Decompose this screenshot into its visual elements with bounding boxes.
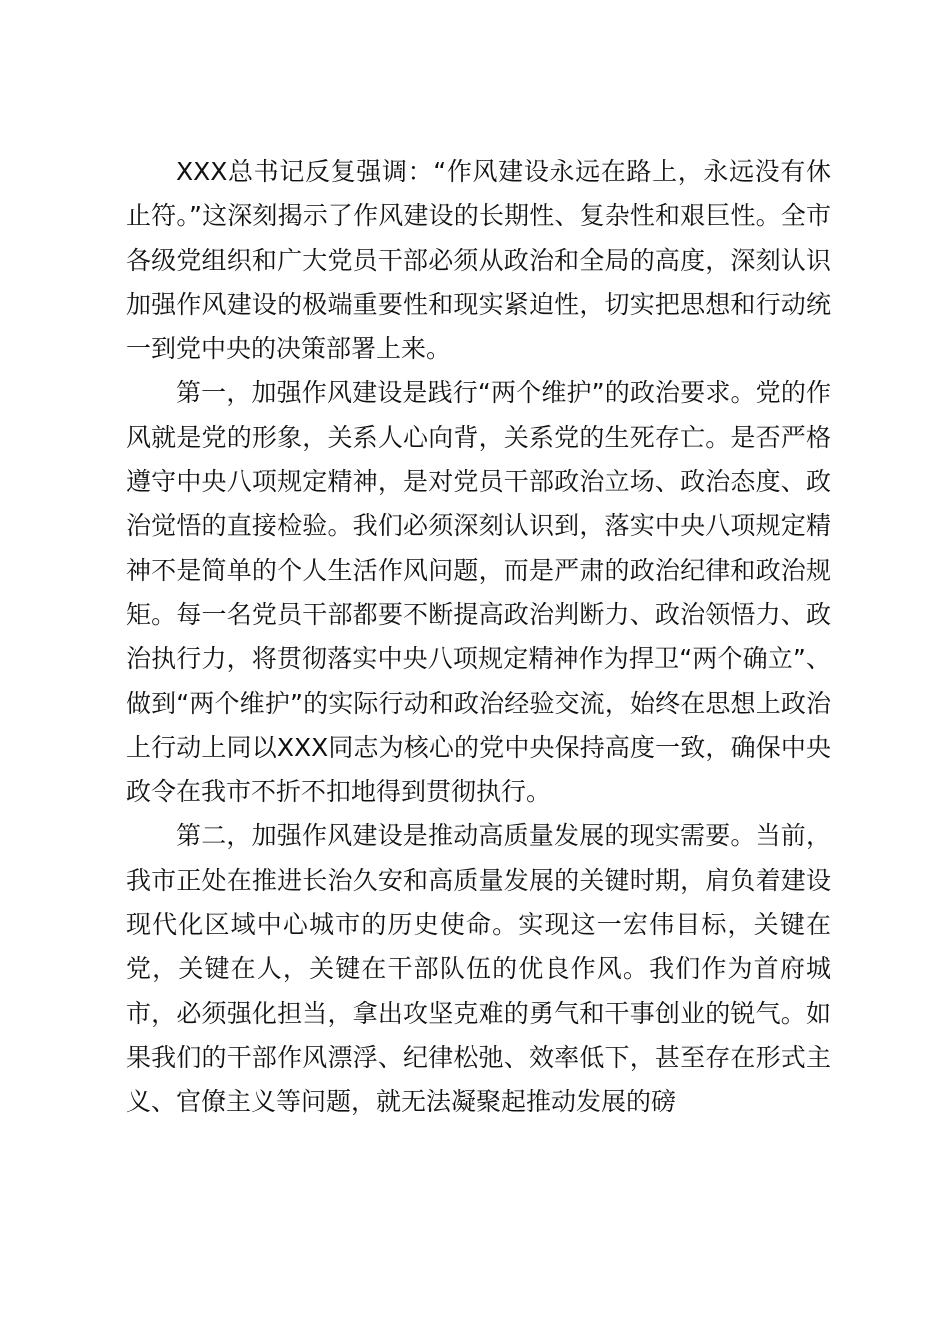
paragraph-intro: XXX总书记反复强调：“作风建设永远在路上，永远没有休止符。”这深刻揭示了作风建设的长期性、复杂性和艰巨性。全市各级党组织和广大党员干部必须从政治和全局的高度，深刻认识加强作风建设的极端重要性和现实紧迫性，切实把思想和行动统一到党中央的决策部署上来。 — [126, 157, 831, 364]
document-body — [126, 150, 831, 1125]
paragraph-second-point: 第二，加强作风建设是推动高质量发展的现实需要。当前，我市正处在推进长治久安和高质量发展的关键时期，肩负着建设现代化区域中心城市的历史使命。实现这一宏伟目标，关键在党，关键在人，关键在干部队伍的优良作风。我们作为首府城市，必须强化担当，拿出攻坚克难的勇气和干事创业的锐气。如果我们的干部作风漂浮、纪律松弛、效率低下，甚至存在形式主义、官僚主义等问题，就无法凝聚起推动发展的磅 — [126, 821, 831, 1117]
paragraph-first-point: 第一，加强作风建设是践行“两个维护”的政治要求。党的作风就是党的形象，关系人心向背，关系党的生死存亡。是否严格遵守中央八项规定精神，是对党员干部政治立场、政治态度、政治觉悟的直接检验。我们必须深刻认识到，落实中央八项规定精神不是简单的个人生活作风问题，而是严肃的政治纪律和政治规矩。每一名党员干部都要不断提高政治判断力、政治领悟力、政治执行力，将贯彻落实中央八项规定精神作为捍卫“两个确立”、做到“两个维护”的实际行动和政治经验交流，始终在思想上政治上行动上同以XXX同志为核心的党中央保持高度一致，确保中央政令在我市不折不扣地得到贯彻执行。 — [126, 378, 831, 807]
